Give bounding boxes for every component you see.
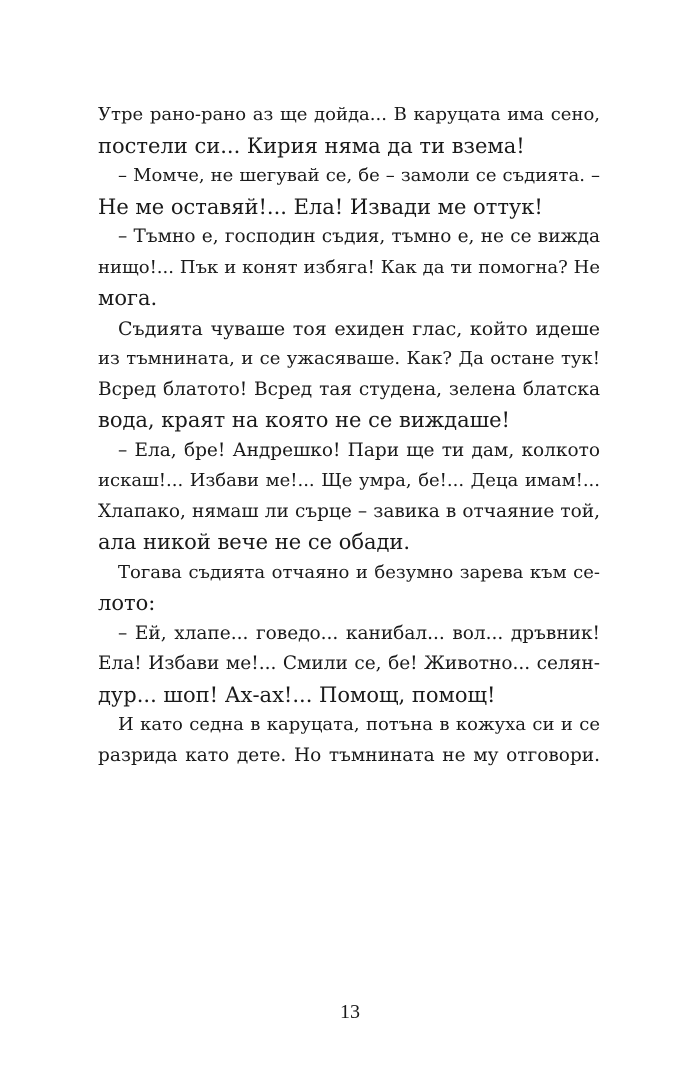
text-line: Съдията чуваше тоя ехиден глас, който идеше <box>118 317 600 340</box>
text-line: Не ме оставяй!... Ела! Извади ме оттук! <box>98 194 543 219</box>
text-line: – Ела, бре! Андрешко! Пари ще ти дам, колкото <box>118 439 600 461</box>
text-line: Ела! Избави ме!... Смили се, бе! Животно... селян- <box>98 653 600 674</box>
text-line: Хлапако, нямаш ли сърце – завика в отчаяние той, <box>98 500 600 522</box>
text-line: Утре рано-рано аз ще дойда... В каруцата има сено, <box>98 104 600 125</box>
text-line: из тъмнината, и се ужасяваше. Как? Да остане тук! <box>98 348 600 369</box>
text-line: дур... шоп! Ах-ах!... Помощ, помощ! <box>98 682 496 707</box>
text-line: – Ей, хлапе... говедо... канибал... вол... дръвник! <box>118 622 600 644</box>
text-line: постели си... Кирия няма да ти взема! <box>98 133 525 158</box>
text-line: вода, краят на която не се виждаше! <box>98 408 510 432</box>
text-line: – Момче, не шегувай се, бе – замоли се съдията. – <box>118 165 600 186</box>
text-line: ала никой вече не се обади. <box>98 530 411 554</box>
text-line: И като седна в каруцата, потъна в кожуха си и се <box>118 714 600 735</box>
page-number: 13 <box>340 1001 360 1023</box>
text-line: искаш!... Избави ме!... Ще умра, бе!... Деца имам!... <box>98 470 600 491</box>
text-line: Всред блатото! Всред тая студена, зелена блатска <box>98 378 600 400</box>
text-line: лото: <box>98 591 156 615</box>
text-line: – Тъмно е, господин съдия, тъмно е, не се вижда <box>118 226 600 247</box>
text-line: Тогава съдията отчаяно и безумно зарева към се- <box>118 561 600 583</box>
text-line: нищо!... Пък и конят избяга! Как да ти помогна? Не <box>98 256 600 278</box>
body-text <box>98 100 600 771</box>
text-line: мога. <box>98 286 158 310</box>
text-line: разрида като дете. Но тъмнината не му отговори. <box>98 744 600 766</box>
